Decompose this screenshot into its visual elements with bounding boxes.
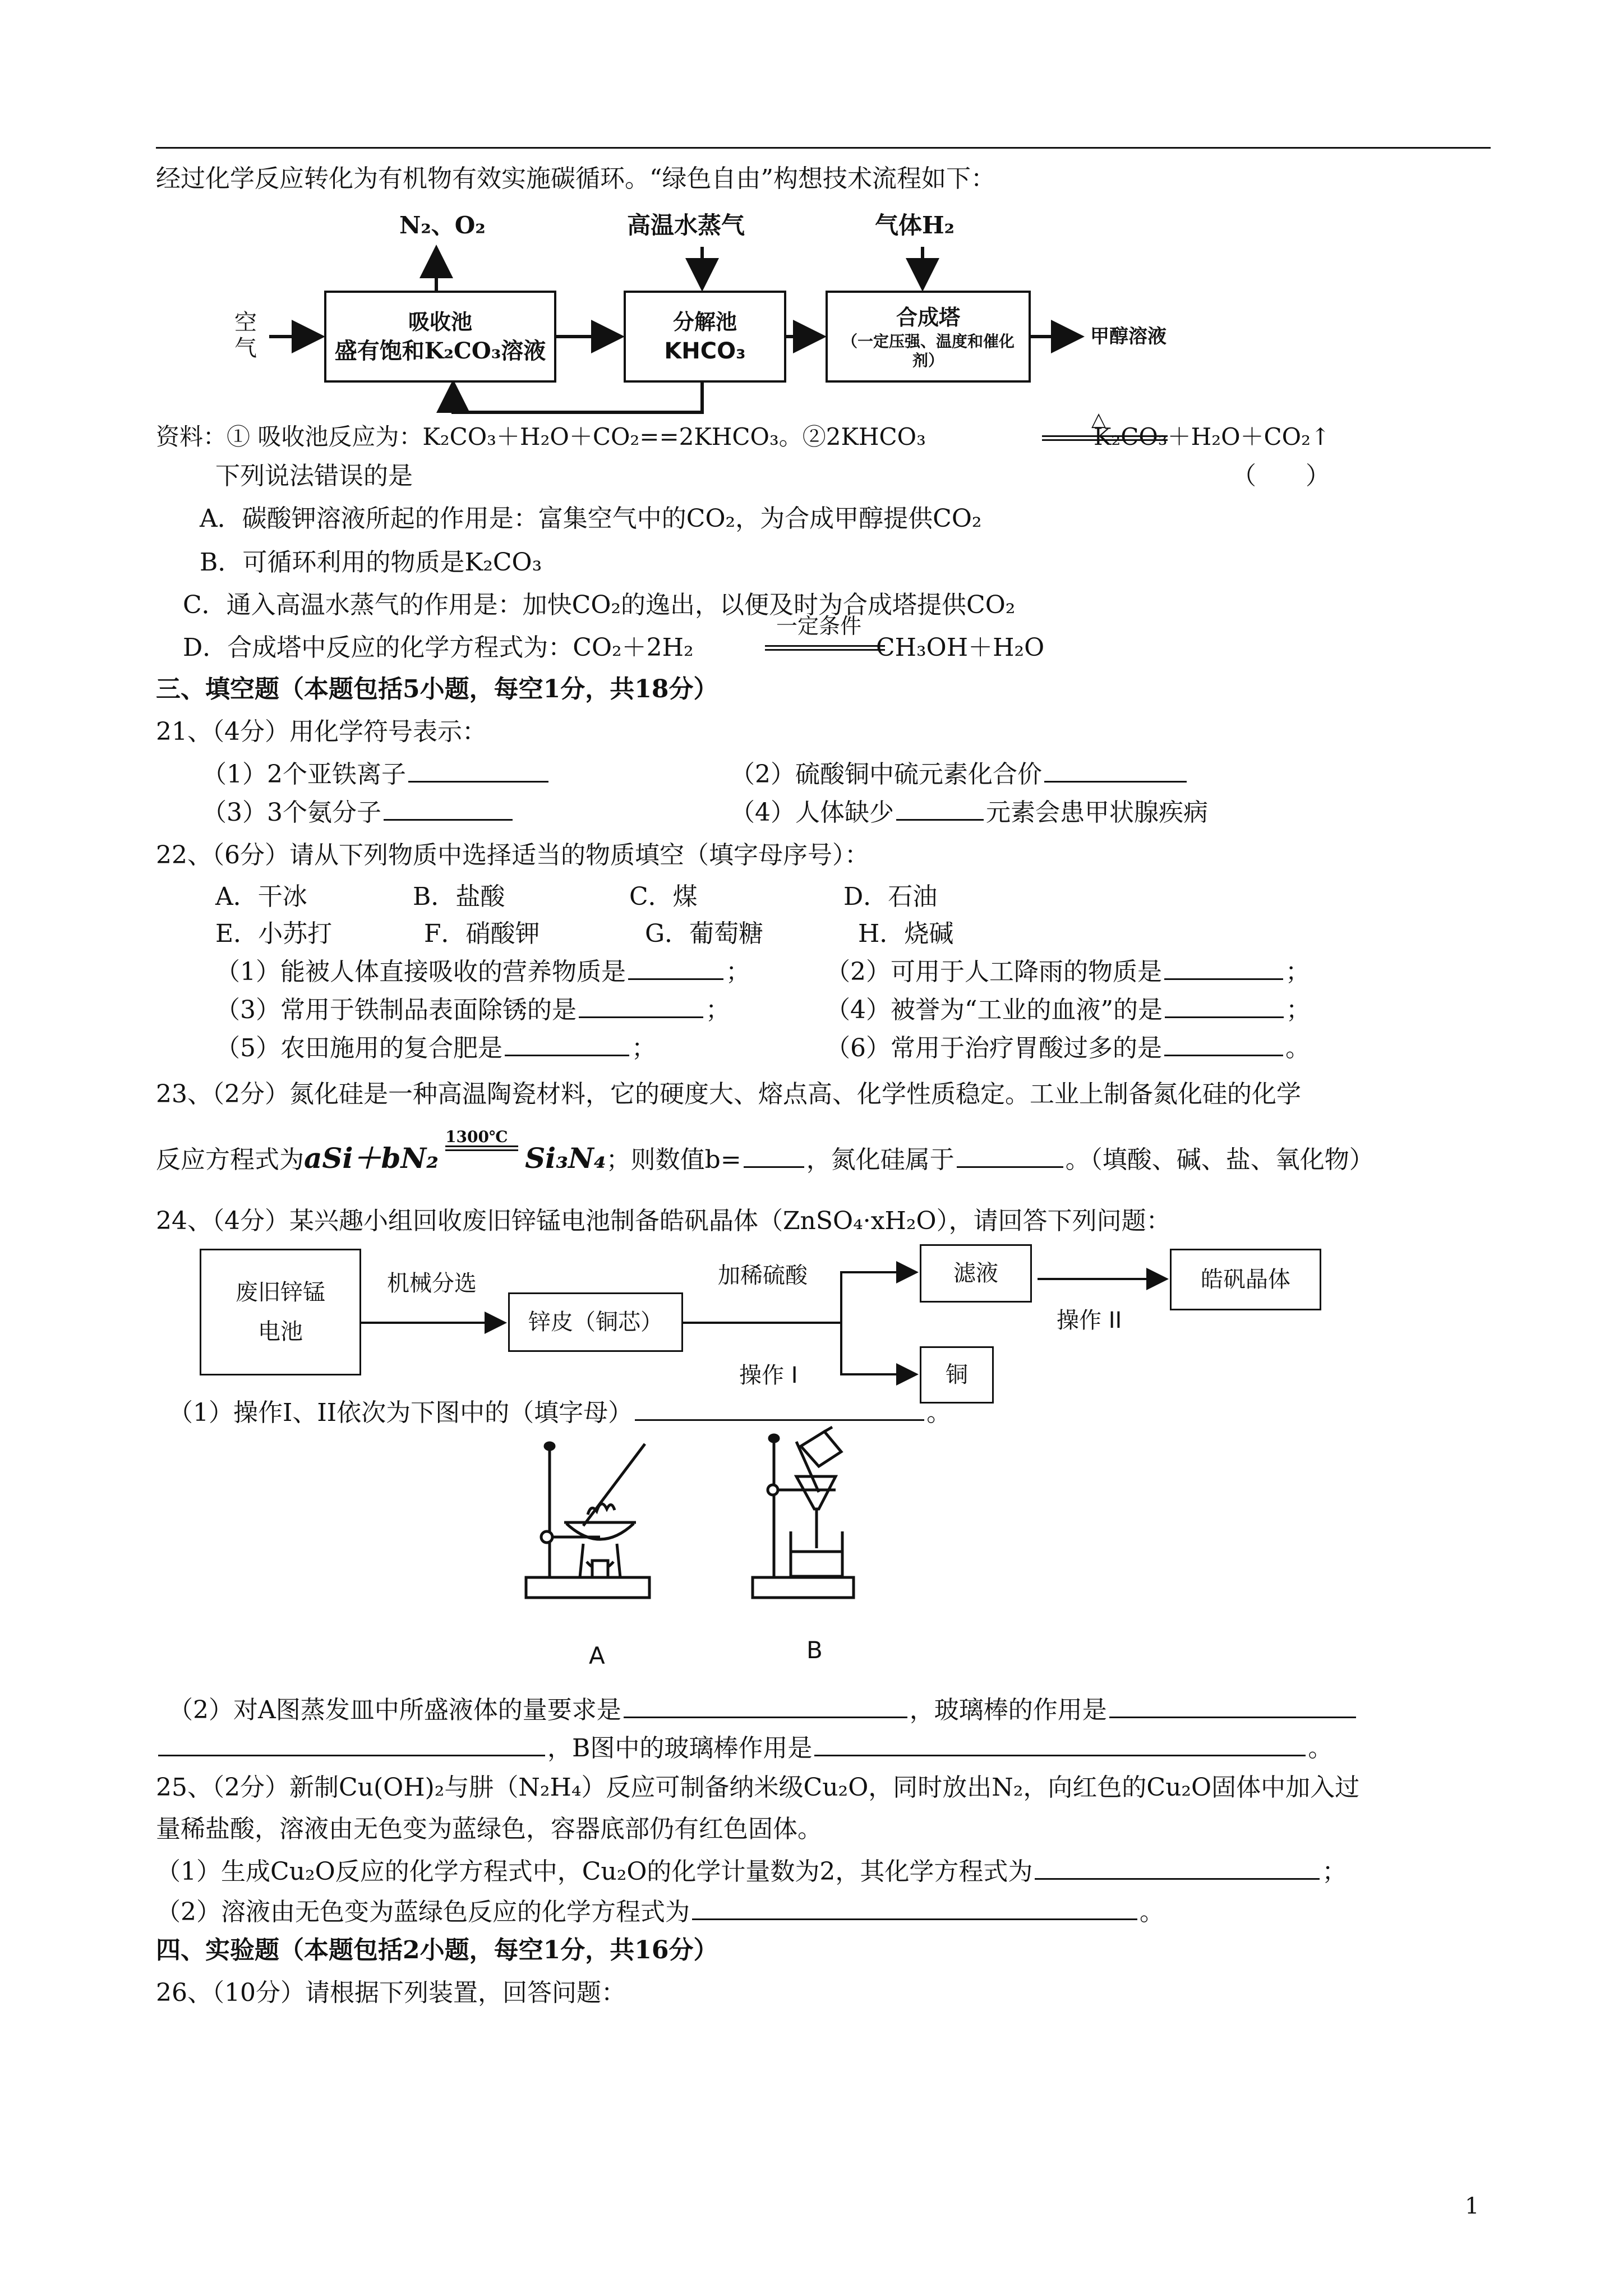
q23-line-1: 23、（2分）氮化硅是一种高温陶瓷材料，它的硬度大、熔点高、化学性质稳定。工业上制备氮化硅的化学	[156, 1080, 1301, 1108]
q23-equation-right: Si₃N₄	[525, 1142, 606, 1175]
q20-option-d-condition: 一定条件	[776, 614, 862, 638]
q22-choice-c: C．煤	[629, 882, 698, 911]
q22-part-1-text: （1）能被人体直接吸收的营养物质是	[215, 958, 626, 986]
label-product: 甲醇溶液	[1090, 325, 1166, 348]
q25-part-1	[156, 1856, 1347, 1887]
q25-part-2	[156, 1896, 1164, 1927]
q20-option-b: B．可循环利用的物质是K₂CO₃	[200, 548, 542, 577]
q21-stem: 21、（4分）用化学符号表示：	[156, 717, 487, 746]
q21-part-2-text: （2）硫酸铜中硫元素化合价	[730, 760, 1042, 789]
q22-part-6-text: （6）常用于治疗胃酸过多的是	[826, 1034, 1162, 1062]
q22-part-2-text: （2）可用于人工降雨的物质是	[826, 958, 1162, 986]
q24-part-1-end: 。	[926, 1398, 952, 1427]
q22-choice-h: H．烧碱	[858, 919, 954, 948]
q24-part-1-text: （1）操作I、II依次为下图中的（填字母）	[168, 1398, 633, 1427]
absorber-title: 吸收池	[408, 309, 472, 334]
synth-title: 合成塔	[896, 305, 960, 330]
q25-blank-2[interactable]	[692, 1896, 1137, 1920]
q22-part-5-text: （5）农田施用的复合肥是	[215, 1034, 502, 1062]
q23-equation-left: aSi＋bN₂	[304, 1142, 439, 1175]
q22-choice-d: D．石油	[843, 882, 938, 911]
q23-mid: ；则数值b=	[606, 1145, 741, 1174]
q24-blank-4[interactable]	[158, 1732, 545, 1756]
info-suffix: K₂CO₃＋H₂O＋CO₂↑	[1094, 423, 1331, 450]
q26-stem: 26、（10分）请根据下列装置，回答问题：	[156, 1978, 626, 2007]
label-h2: 气体H₂	[875, 211, 955, 239]
q21-part-3-text: （3）3个氨分子	[202, 798, 381, 827]
q24-blank-3[interactable]	[1109, 1694, 1356, 1718]
q25-part-1-end: ；	[1322, 1857, 1347, 1886]
info-prefix: 资料：① 吸收池反应为：K₂CO₃＋H₂O＋CO₂==2KHCO₃。②2KHCO₃	[156, 423, 926, 450]
q24-box-filtrate-text: 滤液	[953, 1260, 998, 1286]
q22-choice-g: G．葡萄糖	[645, 919, 764, 948]
q22-part-3-text: （3）常用于铁制品表面除锈的是	[215, 996, 577, 1024]
q25-part-1-text: （1）生成Cu₂O反应的化学方程式中，Cu₂O的化学计量数为2，其化学方程式为	[156, 1857, 1033, 1886]
q24-part-2a	[168, 1694, 1358, 1726]
q20-option-a: A．碳酸钾溶液所起的作用是：富集空气中的CO₂，为合成甲醇提供CO₂	[200, 504, 982, 533]
q20-option-c: C．通入高温水蒸气的作用是：加快CO₂的逸出，以便及时为合成塔提供CO₂	[183, 591, 1016, 619]
q24-label-op2: 操作 II	[1057, 1308, 1122, 1333]
q24-part-2c-end: 。	[1308, 1734, 1333, 1763]
q20-answer-paren: （ ）	[1232, 462, 1330, 490]
q24-box-crystal-text: 皓矾晶体	[1201, 1267, 1290, 1292]
q22-part-4-text: （4）被誉为“工业的血液”的是	[826, 996, 1163, 1024]
q25-line-1: 25、（2分）新制Cu(OH)₂与肼（N₂H₄）反应可制备纳米级Cu₂O，同时放出N₂，向红色的Cu₂O固体中加入过	[156, 1773, 1360, 1802]
q22-semi-3: ；	[706, 996, 730, 1024]
q22-semi-5: ；	[631, 1034, 656, 1062]
q23-prefix: 反应方程式为	[156, 1145, 304, 1174]
q24-part-2c-text: ，B图中的玻璃棒作用是	[547, 1734, 813, 1763]
q22-choice-e: E．小苏打	[215, 919, 333, 948]
intro-text: 经过化学反应转化为有机物有效实施碳循环。“绿色自由”构想技术流程如下：	[156, 164, 995, 193]
q25-blank-1[interactable]	[1035, 1856, 1320, 1880]
q24-label-mechanical: 机械分选	[387, 1271, 477, 1296]
q22-end-6: 。	[1285, 1034, 1310, 1062]
q24-stem: 24、（4分）某兴趣小组回收废旧锌锰电池制备皓矾晶体（ZnSO₄·xH₂O），请回答下列问题：	[156, 1207, 1171, 1235]
q22-semi-1: ；	[726, 958, 750, 986]
q20-option-d-suffix: CH₃OH＋H₂O	[876, 633, 1045, 662]
section-4-title: 四、实验题（本题包括2小题，每空1分，共16分）	[156, 1936, 718, 1964]
decomposer-sub: KHCO₃	[664, 338, 746, 364]
q22-stem: 22、（6分）请从下列物质中选择适当的物质填空（填字母序号）：	[156, 841, 869, 869]
q25-line-2: 量稀盐酸，溶液由无色变为蓝绿色，容器底部仍有红色固体。	[156, 1815, 822, 1843]
absorber-sub: 盛有饱和K₂CO₃溶液	[334, 338, 546, 364]
q20-stem: 下列说法错误的是	[215, 462, 413, 490]
q22-choice-f: F．硝酸钾	[424, 919, 540, 948]
q24-box-battery-text: 废旧锌锰 电池	[236, 1280, 325, 1345]
label-steam: 高温水蒸气	[627, 211, 745, 239]
q24-part-2a-text: （2）对A图蒸发皿中所盛液体的量要求是	[168, 1696, 621, 1724]
synth-sub: （一定压强、温度和催化剂）	[841, 332, 1015, 370]
label-air: 空 气	[234, 310, 257, 361]
apparatus-label-a: A	[589, 1642, 605, 1669]
q21-part-4-text-a: （4）人体缺少	[730, 798, 894, 827]
q20-option-d-prefix: D．合成塔中反应的化学方程式为：CO₂＋2H₂	[183, 633, 694, 662]
q22-choice-a: A．干冰	[215, 882, 307, 911]
q22-choice-b: B．盐酸	[413, 882, 505, 911]
q24-label-op1: 操作 I	[739, 1363, 798, 1388]
q24-part-2b-text: ，玻璃棒的作用是	[909, 1696, 1107, 1724]
q23-mid-2: ，氮化硅属于	[806, 1145, 955, 1174]
q24-box-copper-text: 铜	[946, 1362, 968, 1388]
label-n2-o2: N₂、O₂	[399, 211, 486, 239]
info-heat-symbol: △	[1091, 408, 1106, 431]
q25-part-2-text: （2）溶液由无色变为蓝绿色反应的化学方程式为	[156, 1898, 690, 1926]
decomposer-title: 分解池	[672, 309, 737, 334]
section-3-title: 三、填空题（本题包括5小题，每空1分，共18分）	[156, 675, 718, 703]
q23-condition: 1300℃	[445, 1128, 508, 1146]
q22-semi-4: ；	[1285, 996, 1311, 1024]
q24-part-2c	[156, 1732, 1332, 1764]
q21-part-1-text: （1）2个亚铁离子	[202, 760, 406, 789]
apparatus-b-filtration	[753, 1427, 854, 1598]
q24-label-acid: 加稀硫酸	[718, 1263, 808, 1289]
q25-part-2-end: 。	[1140, 1898, 1164, 1926]
q24-blank-2[interactable]	[624, 1694, 907, 1718]
q24-box-zinc-text: 锌皮（铜芯）	[528, 1309, 663, 1335]
page-number: 1	[1465, 2193, 1479, 2219]
q21-part-4-text-b: 元素会患甲状腺疾病	[986, 798, 1208, 827]
apparatus-a-evaporation	[526, 1443, 649, 1598]
apparatus-label-b: B	[806, 1636, 823, 1664]
q23-tail: 。（填酸、碱、盐、氧化物）	[1065, 1145, 1374, 1174]
q22-semi-2: ；	[1285, 958, 1310, 986]
q24-blank-5[interactable]	[814, 1732, 1306, 1756]
